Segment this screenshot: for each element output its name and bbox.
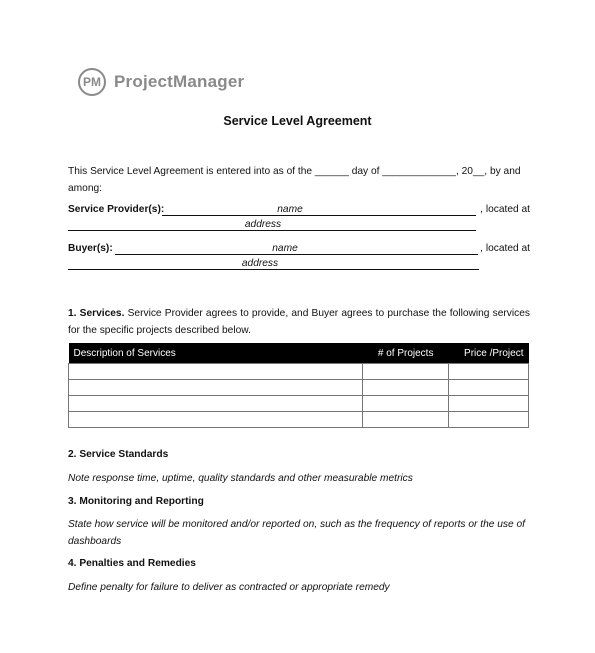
table-cell[interactable] [363, 364, 449, 380]
table-row [69, 364, 529, 380]
provider-name-row [68, 204, 530, 220]
buyer-name-line[interactable] [115, 254, 478, 255]
table-row [69, 412, 529, 428]
section-text-monitoring: State how service will be monitored and/or reported on, such as the frequency of reports or the use of dashboards [68, 519, 525, 547]
provider-name-hint: name [277, 204, 303, 215]
table-cell[interactable] [69, 396, 363, 412]
header-projects: # of Projects [363, 343, 449, 364]
table-cell[interactable] [449, 380, 529, 396]
provider-address-row [68, 219, 530, 235]
logo [78, 68, 244, 96]
provider-label: Service Provider(s): [68, 204, 165, 215]
services-table [68, 343, 529, 428]
table-header-row [69, 343, 529, 364]
buyer-address-row [68, 258, 530, 274]
section-heading-penalties: 4. Penalties and Remedies [68, 558, 196, 569]
table-cell[interactable] [449, 412, 529, 428]
provider-name-line[interactable] [162, 215, 476, 216]
services-paragraph [68, 305, 530, 339]
table-cell[interactable] [363, 412, 449, 428]
table-cell[interactable] [69, 364, 363, 380]
table-cell[interactable] [69, 412, 363, 428]
buyer-name-row [68, 243, 530, 259]
services-label: 1. Services. [68, 308, 125, 319]
buyer-address-hint: address [241, 258, 279, 269]
provider-address-hint: address [244, 219, 282, 230]
buyer-located-text: , located at [480, 243, 530, 254]
section-text-standards: Note response time, uptime, quality standards and other measurable metrics [68, 473, 413, 484]
table-cell[interactable] [449, 364, 529, 380]
table-cell[interactable] [449, 396, 529, 412]
table-cell[interactable] [69, 380, 363, 396]
intro-paragraph: This Service Level Agreement is entered into as of the ______ day of _____________, 20__, by and among: [68, 166, 521, 194]
table-cell[interactable] [363, 380, 449, 396]
services-text: Service Provider agrees to provide, and Buyer agrees to purchase the following services for the specific projects described below. [68, 308, 530, 336]
section-heading-monitoring: 3. Monitoring and Reporting [68, 496, 204, 507]
buyer-label: Buyer(s): [68, 243, 113, 254]
table-cell[interactable] [363, 396, 449, 412]
header-description: Description of Services [69, 343, 363, 364]
provider-address-line[interactable] [68, 230, 476, 231]
buyer-name-hint: name [272, 243, 298, 254]
header-price: Price /Project [449, 343, 529, 364]
table-row [69, 380, 529, 396]
provider-located-text: , located at [480, 204, 530, 215]
table-row [69, 396, 529, 412]
buyer-address-line[interactable] [68, 269, 479, 270]
logo-text: ProjectManager [114, 72, 245, 91]
pm-logo-icon: PM [78, 68, 106, 96]
section-heading-standards: 2. Service Standards [68, 449, 169, 460]
section-text-penalties: Define penalty for failure to deliver as contracted or appropriate remedy [68, 582, 390, 593]
document-title: Service Level Agreement [223, 114, 372, 128]
